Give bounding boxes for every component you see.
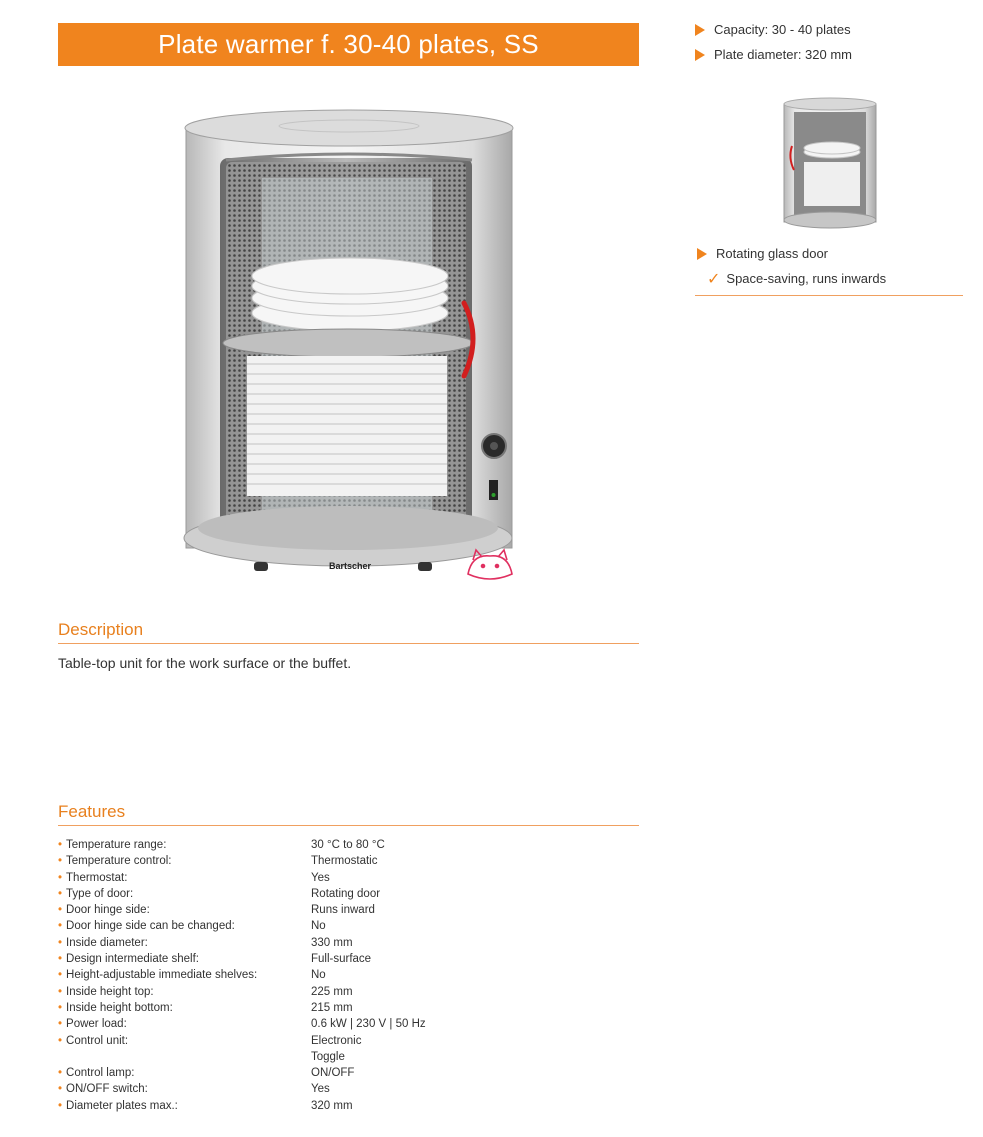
feature-value: Thermostatic [311, 855, 378, 868]
feature-label: Thermostat: [66, 871, 128, 884]
feature-label: Temperature control: [66, 855, 172, 868]
feature-value: No [311, 920, 326, 933]
spec-capacity [695, 17, 852, 42]
feature-value: Full-surface [311, 953, 372, 966]
benefit-space-saving-label: Space-saving, runs inwards [726, 271, 887, 286]
feature-label: Inside diameter: [66, 936, 148, 949]
bullet-icon: • [58, 985, 63, 998]
feature-row [58, 1098, 639, 1114]
description-heading: Description [58, 620, 639, 644]
feature-value: 330 mm [311, 936, 353, 949]
feature-row [58, 853, 639, 869]
bullet-icon: • [58, 904, 63, 917]
feature-row [58, 1065, 639, 1081]
bullet-icon: • [58, 1001, 63, 1014]
side-divider [695, 295, 963, 296]
feature-label: Control lamp: [66, 1067, 135, 1080]
feature-label: ON/OFF switch: [66, 1083, 148, 1096]
product-image [172, 98, 524, 588]
feature-label: Inside height bottom: [66, 1001, 173, 1014]
bullet-icon: • [58, 839, 63, 851]
feature-value: 320 mm [311, 1099, 353, 1112]
feature-row [58, 886, 639, 902]
feature-row [58, 935, 639, 951]
mascot-icon [468, 550, 512, 579]
feature-value: Yes [311, 1083, 330, 1096]
feature-value: 225 mm [311, 985, 353, 998]
spec-capacity-label: Capacity: 30 - 40 plates [714, 22, 851, 37]
feature-value: Yes [311, 871, 330, 884]
door-features-list [695, 241, 886, 291]
spec-plate-diameter-label: Plate diameter: 320 mm [714, 47, 853, 62]
bullet-icon: • [58, 1067, 63, 1080]
feature-value: ON/OFF [311, 1067, 355, 1080]
feature-rotating-door [697, 241, 886, 266]
bullet-icon: • [58, 1083, 63, 1096]
feature-label: Type of door: [66, 887, 134, 900]
product-title: Plate warmer f. 30-40 plates, SS [58, 23, 639, 66]
bullet-icon: • [58, 871, 63, 884]
feature-row [58, 870, 639, 886]
key-specs-list [695, 17, 852, 67]
feature-label: Control unit: [66, 1034, 129, 1047]
feature-rotating-door-label: Rotating glass door [716, 246, 829, 261]
features-heading: Features [58, 802, 639, 826]
feature-row [58, 1033, 639, 1066]
feature-row [58, 1016, 639, 1032]
bullet-icon: • [58, 887, 63, 900]
spec-plate-diameter [695, 42, 852, 67]
checkmark-icon: ✓ [707, 270, 721, 288]
feature-value: 30 °C to 80 °C [311, 839, 385, 851]
feature-row [58, 967, 639, 983]
feature-value: Rotating door [311, 887, 381, 900]
feature-label: Power load: [66, 1018, 127, 1031]
benefit-space-saving [695, 266, 886, 291]
triangle-bullet-icon [697, 248, 707, 260]
feature-value: 215 mm [311, 1001, 353, 1014]
feature-row [58, 918, 639, 934]
feature-row [58, 837, 639, 853]
feature-label: Temperature range: [66, 839, 167, 851]
bullet-icon: • [58, 920, 63, 933]
feature-label: Diameter plates max.: [66, 1099, 178, 1112]
feature-value: 0.6 kW | 230 V | 50 Hz [311, 1018, 426, 1031]
feature-row [58, 902, 639, 918]
bullet-icon: • [58, 1099, 63, 1112]
bullet-icon: • [58, 1034, 63, 1047]
feature-label: Door hinge side can be changed: [66, 920, 235, 933]
feature-row [58, 1081, 639, 1097]
feature-label: Inside height top: [66, 985, 154, 998]
triangle-bullet-icon [695, 24, 705, 36]
bullet-icon: • [58, 1018, 63, 1031]
feature-row [58, 951, 639, 967]
feature-value: Toggle [311, 1050, 345, 1063]
feature-value: Runs inward [311, 904, 375, 917]
triangle-bullet-icon [695, 49, 705, 61]
feature-label: Height-adjustable immediate shelves: [66, 969, 258, 982]
feature-row [58, 984, 639, 1000]
description-text: Table-top unit for the work surface or the buffet. [58, 655, 352, 671]
features-table [58, 837, 639, 1114]
bullet-icon: • [58, 936, 63, 949]
bullet-icon: • [58, 969, 63, 982]
feature-value: No [311, 969, 326, 982]
feature-value: Electronic [311, 1034, 362, 1047]
feature-label: Design intermediate shelf: [66, 953, 199, 966]
feature-label: Door hinge side: [66, 904, 150, 917]
feature-row [58, 1000, 639, 1016]
bullet-icon: • [58, 953, 63, 966]
product-thumbnail [780, 96, 880, 234]
brand-logo: Bartscher [328, 561, 372, 571]
bullet-icon: • [58, 855, 63, 868]
